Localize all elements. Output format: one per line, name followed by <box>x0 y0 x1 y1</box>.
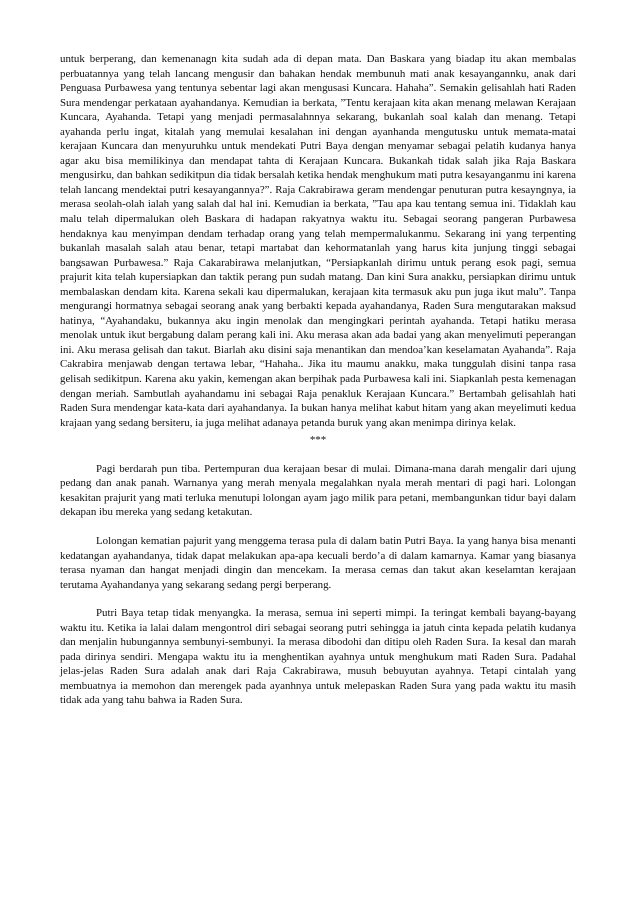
section-separator: *** <box>309 434 327 447</box>
paragraph-dialogue: untuk berperang, dan kemenanagn kita sudah ada di depan mata. Dan Baskara yang biadap itu akan membalas perbuatannya yang telah lancang mengusir dan bahakan hendak membunuh mati anak kesayangannku, anak dari Penguasa Purbawesa yang tentunya sebentar lagi akan mengusasi Kuncara. Hahaha”. Semakin gelisahlah hati Raden Sura mendengar perkataan ayahandanya. Kemudian ia berkata, ”Tentu kerajaan kita akan menang melawan Kerajaan Kuncara, Ayahanda. Tetapi yang menjadi permasalahnnya sekarang, bukanlah soal kalah dan menang. Tetapi ayahanda perlu ingat, kitalah yang memulai kesalahan ini dengan ayanhanda mengutusku untuk memata-matai kerajaan Kuncara dan menyuruhku untuk mendekati Putri Baya dengan menyamar sebagai pelatih kudanya hanya agar aku bisa memilikinya dan mendapat tahta di Kerajaan Kuncara. Bukankah tidak salah jika Raja Baskara mengusirku, dan bahkan sedikitpun dia tidak bersalah ketika hendak menghukum mati putra kesayanganmu ini karena telah lancang mendektai putri kesayangannya?”. Raja Cakrabirawa geram mendengar penuturan putra kesayngnya, ia merasa seolah-olah ialah yang salah dal hal ini. Kemudian ia berkata, ”Tau apa kau tentang semua ini. Tidaklah kau malu telah dipermalukan oleh Baskara di hadapan rakyatnya waktu itu. Sebagai seorang pangeran Purbawesa hendaknya kau menyimpan dendam terhadap orang yang telah mempermalukanmu. Sekarang ini yang terpenting bukanlah masalah salah atau benar, tetapi martabat dan kehormatanlah yang harus kita junjung tinggi sebagai bangsawan Purbawesa.” Raja Cakarabirawa melanjutkan, “Persiapkanlah dirimu untuk perang esok pagi, semua prajurit kita telah kupersiapkan dan taktik perang pun sudah matang. Dan kini Sura anakku, persiapkan dirimu untuk membalaskan dendam kita. Karena sekali kau dipermalukan, kerajaan kita termasuk aku pun juga ikut malu”. Tanpa mengurangi hormatnya sebagai seorang anak yang berbakti kepada ayahandanya, Raden Sura mengutarakan maksud hatinya, “Ayahandaku, bukannya aku ingin menolak dan mengingkari perintah ayahanda. Tetapi hatiku merasa menolak untuk ikut bergabung dalam perang kali ini. Aku merasa akan ada badai yang akan menyelimuti peperangan ini. Aku merasa gelisah dan takut. Biarlah aku disini saja menantikan dan mendoa’kan keselamatan Ayahanda”. Raja Cakrabira menjawab dengan tertawa lebar, “Hahaha.. Jika itu maumu anakku, maka tunggulah disini tanpa rasa gelisah sedikitpun. Karena aku yakin, kemengan akan berpihak pada Purbawesa kali ini. Siapkanlah pesta kemenagan dengan meriah. Sambutlah ayahandamu ini sebagai Raja penakluk Kerajaan Kuncara.” Bertambah gelisahlah hati Raden Sura mendengar kata-kata dari ayahandanya. Ia bukan hanya melihat kabut hitam yang akan meyelimuti kedua krajaan yang sedang bersiteru, ia juga melihat adanaya petanda buruk yang akan menimpa dirinya kelak. <box>60 53 576 429</box>
paragraph-putri-baya-worry: Lolongan kematian pajurit yang menggema terasa pula di dalam batin Putri Baya. Ia yang hanya bisa menanti kedatangan ayahandanya, tidak dapat melakukan apa-apa kecuali berdo’a di dalam kamarnya. Kamar yang biasanya terasa nyaman dan hangat menjadi dingin dan mencekam. Ia merasa cemas dan takut akan keselamtan kerajaan terutama Ayahandanya yang sekarang sedang pergi berperang. <box>60 534 576 591</box>
paragraph-battle: Pagi berdarah pun tiba. Pertempuran dua kerajaan besar di mulai. Dimana-mana darah mengalir dari ujung pedang dan anak panah. Warnanya yang merah menyala megalahkan nyala merah mentari di pagi hari. Lolongan kesakitan prajurit yang mati terluka menutupi lolongan ayam jago milik para petani, membangunkan tidur bayi dalam dekapan ibu mereka yang sedang ketakutan. <box>60 462 576 519</box>
paragraph-gap <box>60 592 576 606</box>
paragraph-gap <box>60 520 576 534</box>
paragraph-putri-baya-memory: Putri Baya tetap tidak menyangka. Ia merasa, semua ini seperti mimpi. Ia teringat kembali bayang-bayang waktu itu. Ketika ia lalai dalam mengontrol diri sebagai seorang putri sehingga ia jatuh cinta kepada pelatih kudanya dan menjalin hubungannya sembunyi-sembunyi. Ia merasa dibodohi dan ditipu oleh Raden Sura. Ia kesal dan marah pada dirinya sendiri. Mengapa waktu itu ia menghentikan ayahnya untuk menghukum mati Raden Sura. Padahal jelas-jelas Raden Sura adalah anak dari Raja Cakrabirawa, musuh bebuyutan ayahnya. Tetapi cintalah yang membuatnya ia memohon dan merengek pada ayanhnya untuk melepaskan Raden Sura yang pada waktu itu masih tidak ada yang tahu bahwa ia Raden Sura. <box>60 607 576 707</box>
